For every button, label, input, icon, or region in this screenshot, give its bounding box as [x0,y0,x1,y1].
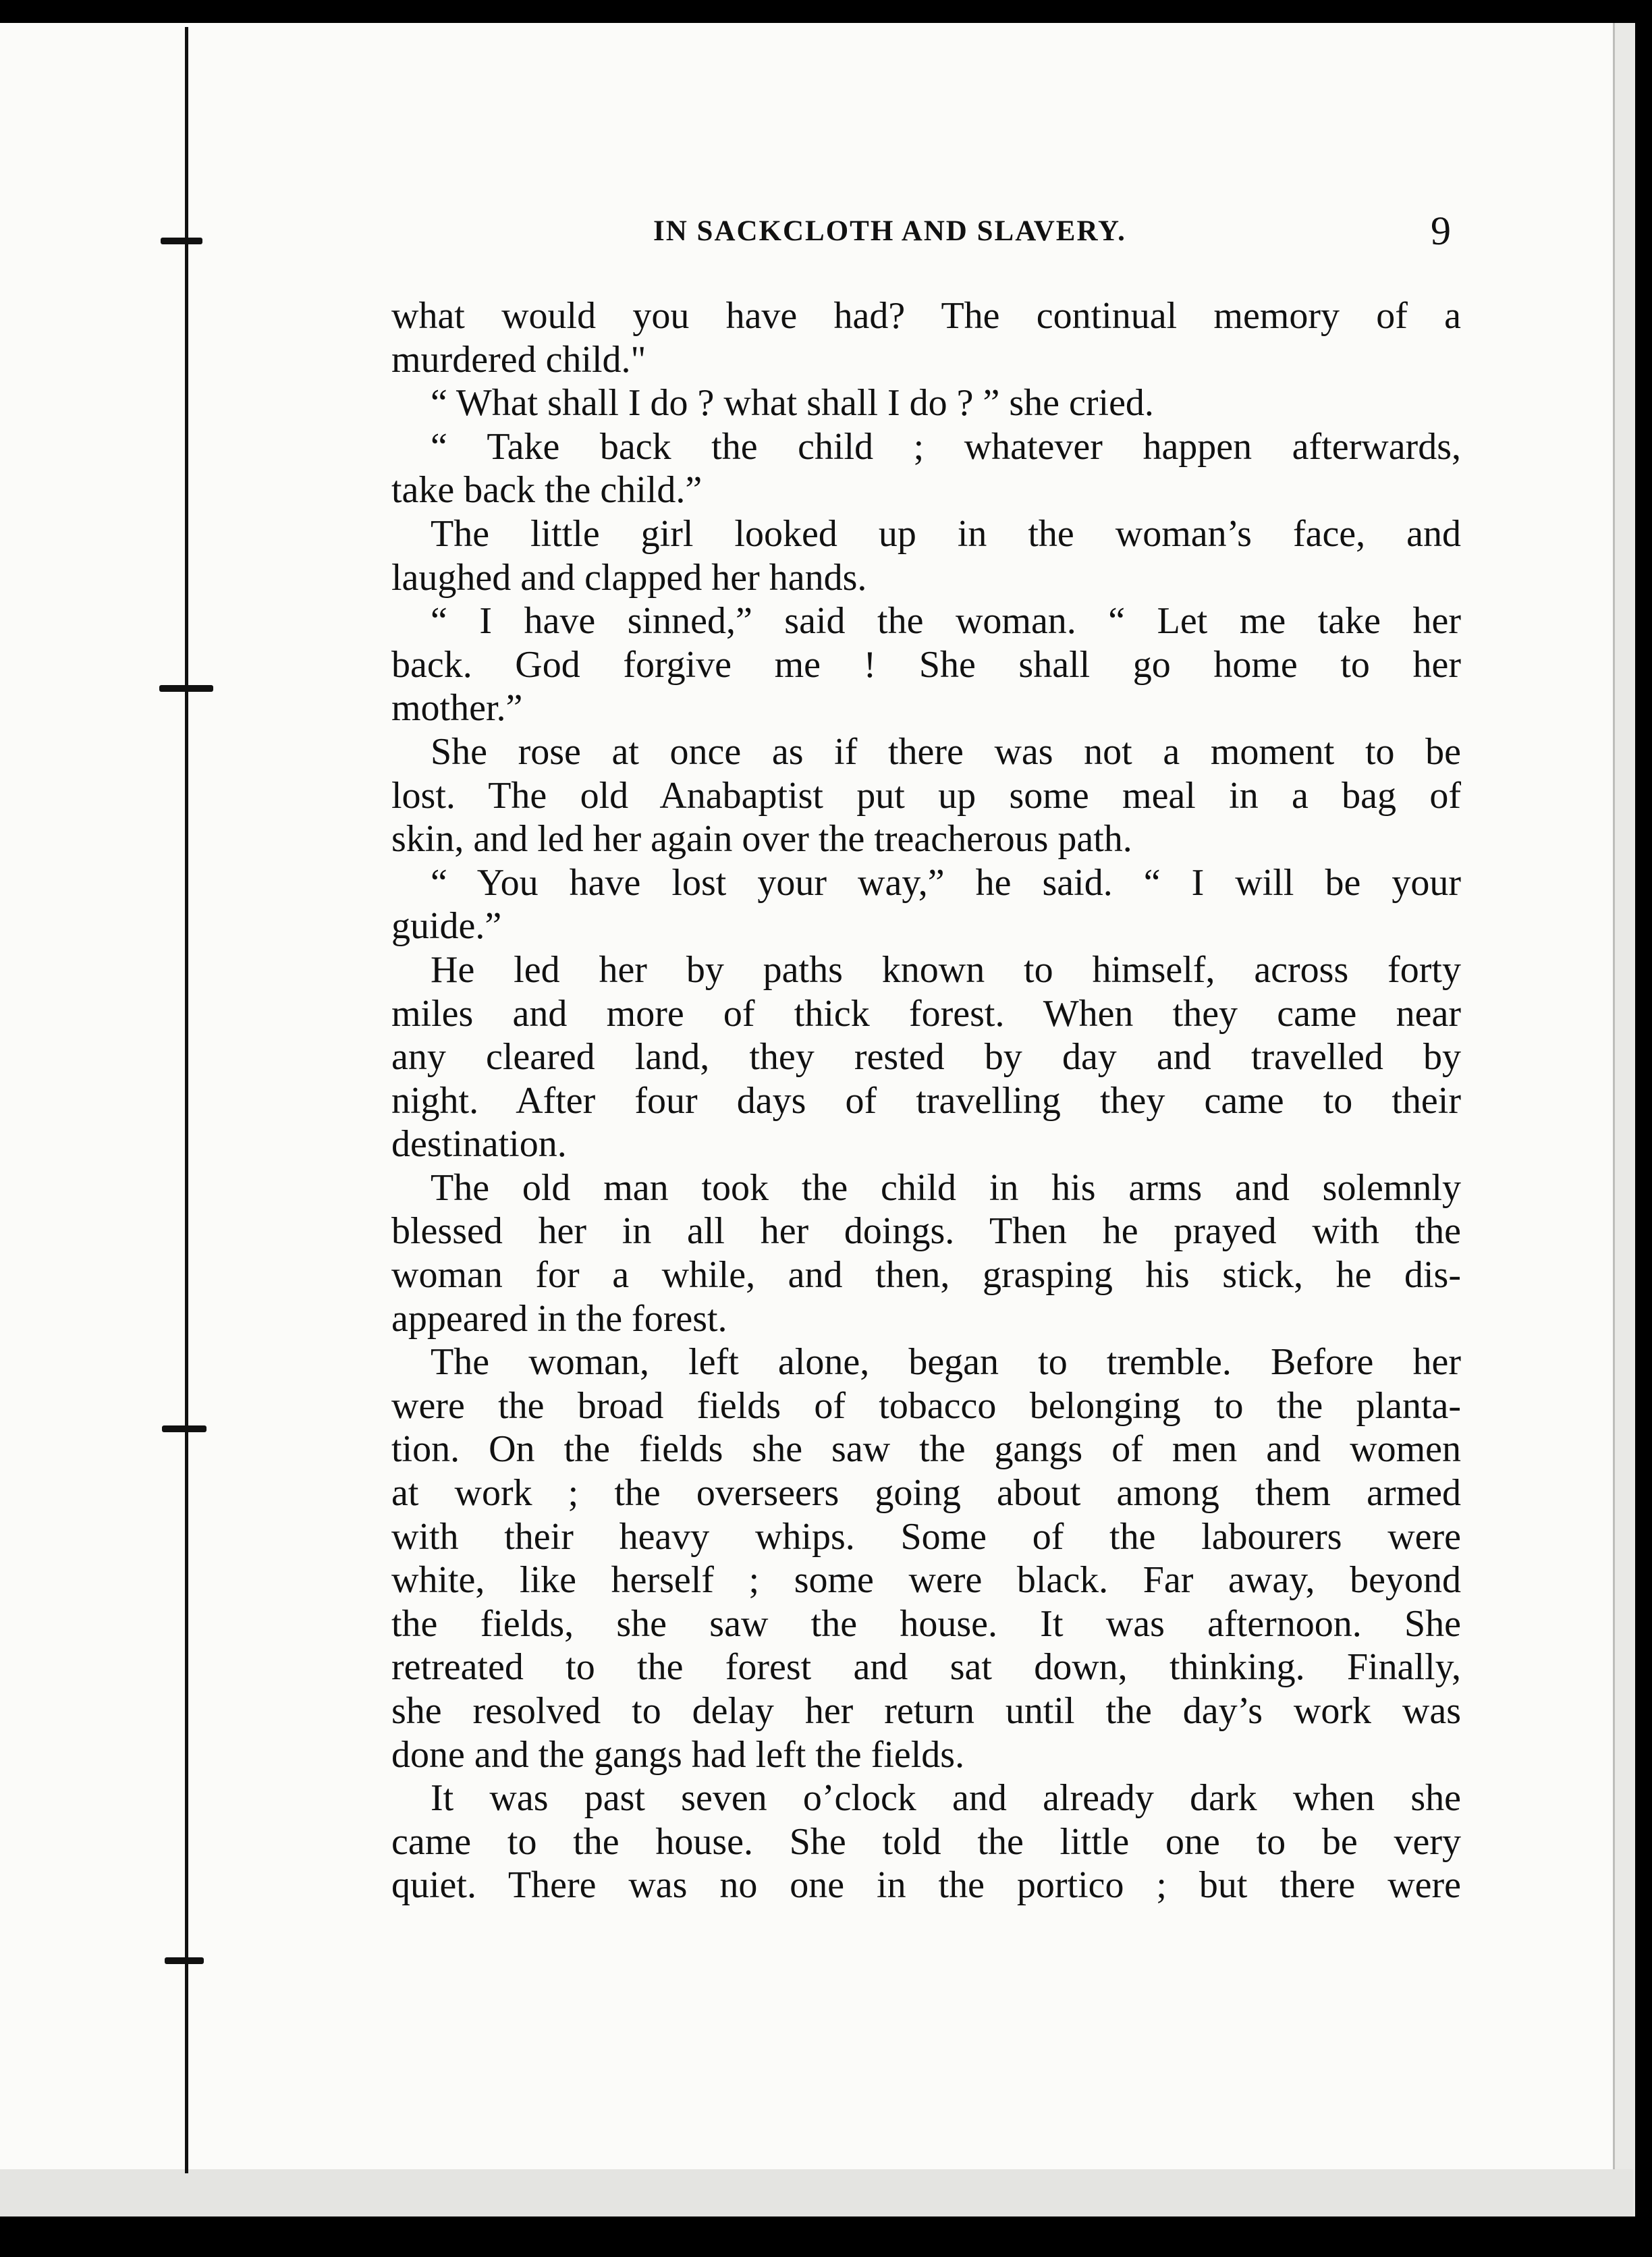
text-line: guide.” [391,905,502,948]
text-line: back. God forgive me ! She shall go home to her [391,643,1461,686]
text-line: came to the house. She told the little one to be very [391,1820,1461,1863]
page-edge [1613,23,1635,2217]
text-line: murdered child." [391,338,646,381]
text-line: woman for a while, and then, grasping his stick, he dis- [391,1254,1461,1297]
text-line: appeared in the forest. [391,1297,727,1340]
page-bottom-edge [0,2169,1633,2217]
text-line: The woman, left alone, began to tremble. Before her [431,1341,1461,1384]
text-line: lost. The old Anabaptist put up some meal in a bag of [391,774,1461,817]
text-line: miles and more of thick forest. When they came near [391,992,1461,1035]
text-line: retreated to the forest and sat down, thinking. Finally, [391,1646,1461,1689]
binding-line [185,27,188,2173]
text-line: “ I have sinned,” said the woman. “ Let me take her [431,600,1461,643]
binding-mark [161,238,202,244]
text-line: “ You have lost your way,” he said. “ I will be your [431,861,1461,904]
text-line: done and the gangs had left the fields. [391,1733,965,1776]
text-line: mother.” [391,687,523,730]
text-line: what would you have had? The continual memory of a [391,295,1461,337]
text-line: the fields, she saw the house. It was afternoon. She [391,1602,1461,1645]
text-line: blessed her in all her doings. Then he prayed with the [391,1210,1461,1253]
binding-mark [162,1425,206,1432]
text-line: skin, and led her again over the treacherous path. [391,818,1132,861]
text-line: He led her by paths known to himself, across forty [431,948,1461,991]
text-line: The little girl looked up in the woman’s face, and [431,512,1461,555]
text-line: laughed and clapped her hands. [391,556,867,599]
text-line: She rose at once as if there was not a moment to be [431,730,1461,773]
binding-mark [159,685,213,692]
binding-mark [165,1957,204,1964]
text-line: quiet. There was no one in the portico ; but there were [391,1864,1461,1907]
text-line: destination. [391,1123,567,1166]
text-line: “ What shall I do ? what shall I do ? ” she cried. [431,382,1154,425]
text-line: “ Take back the child ; whatever happen afterwards, [431,425,1461,468]
page-number: 9 [1431,209,1451,253]
text-line: white, like herself ; some were black. Far away, beyond [391,1559,1461,1602]
body-text [391,294,1461,1907]
text-line: she resolved to delay her return until the day’s work was [391,1690,1461,1732]
text-line: take back the child.” [391,469,703,512]
text-line: night. After four days of travelling they came to their [391,1079,1461,1122]
text-line: tion. On the fields she saw the gangs of men and women [391,1428,1461,1471]
text-line: The old man took the child in his arms and solemnly [431,1166,1461,1209]
text-line: It was past seven o’clock and already dark when she [431,1777,1461,1820]
text-line: at work ; the overseers going about among them armed [391,1472,1461,1515]
text-line: were the broad fields of tobacco belonging to the planta- [391,1384,1461,1427]
text-line: with their heavy whips. Some of the labourers were [391,1515,1461,1558]
text-line: any cleared land, they rested by day and travelled by [391,1036,1461,1079]
running-header: IN SACKCLOTH AND SLAVERY. [653,215,1126,247]
